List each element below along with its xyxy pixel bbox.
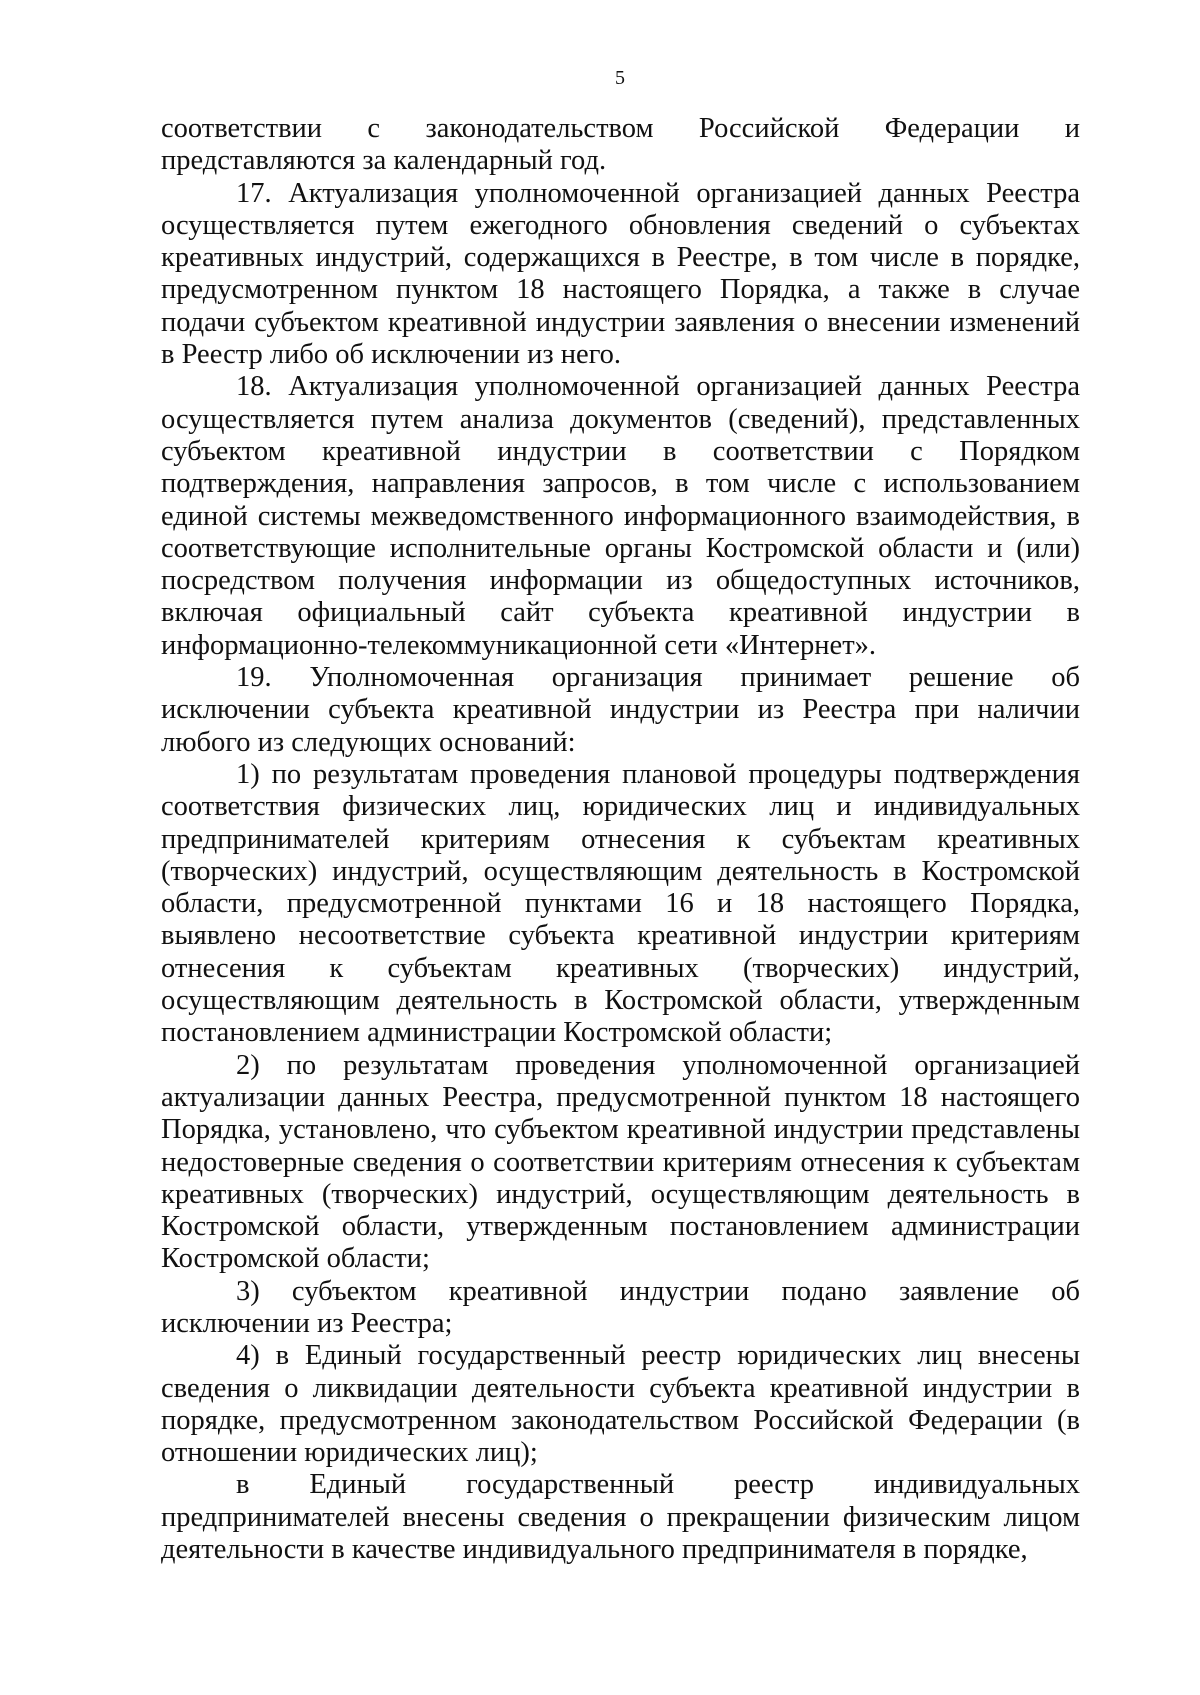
subitem-2: 2) по результатам проведения уполномоченной организацией актуализации данных Реестра, предусмотренной пунктом 18 настоящего Порядка, установлено, что субъектом креативной индустрии представлены недостоверные сведения о соответствии критериям отнесения к субъектам креативных (творческих) индустрий, осуществляющим деятельность в Костромской области, утвержденным постановлением администрации Костромской области; <box>161 1049 1080 1275</box>
subitem-3: 3) субъектом креативной индустрии подано заявление об исключении из Реестра; <box>161 1275 1080 1339</box>
paragraph-continuation: соответствии с законодательством Российской Федерации и представляются за календарный год. <box>161 113 1080 177</box>
page-number: 5 <box>615 67 625 89</box>
document-body <box>161 113 1080 1566</box>
subitem-1: 1) по результатам проведения плановой процедуры подтверждения соответствия физических лиц, юридических лиц и индивидуальных предпринимателей критериям отнесения к субъектам креативных (творческих) индустрий, осуществляющим деятельность в Костромской области, предусмотренной пунктами 16 и 18 настоящего Порядка, выявлено несоответствие субъекта креативной индустрии критериям отнесения к субъектам креативных (творческих) индустрий, осуществляющим деятельность в Костромской области, утвержденным постановлением администрации Костромской области; <box>161 758 1080 1049</box>
paragraph-item-19: 19. Уполномоченная организация принимает решение об исключении субъекта креативной индустрии из Реестра при наличии любого из следующих оснований: <box>161 662 1080 758</box>
subitem-4: 4) в Единый государственный реестр юридических лиц внесены сведения о ликвидации деятельности субъекта креативной индустрии в порядке, предусмотренном законодательством Российской Федерации (в отношении юридических лиц); <box>161 1340 1080 1469</box>
paragraph-item-18: 18. Актуализация уполномоченной организацией данных Реестра осуществляется путем анализа документов (сведений), представленных субъектом креативной индустрии в соответствии с Порядком подтверждения, направления запросов, в том числе с использованием единой системы межведомственного информационного взаимодействия, в соответствующие исполнительные органы Костромской области и (или) посредством получения информации из общедоступных источников, включая официальный сайт субъекта креативной индустрии в информационно-телекоммуникационной сети «Интернет». <box>161 371 1080 661</box>
paragraph-item-17: 17. Актуализация уполномоченной организацией данных Реестра осуществляется путем ежегодного обновления сведений о субъектах креативных индустрий, содержащихся в Реестре, в том числе в порядке, предусмотренном пунктом 18 настоящего Порядка, а также в случае подачи субъектом креативной индустрии заявления о внесении изменений в Реестр либо об исключении из него. <box>161 177 1080 371</box>
subitem-4-continuation: в Единый государственный реестр индивидуальных предпринимателей внесены сведения о прекращении физическим лицом деятельности в качестве индивидуального предпринимателя в порядке, <box>161 1469 1080 1566</box>
